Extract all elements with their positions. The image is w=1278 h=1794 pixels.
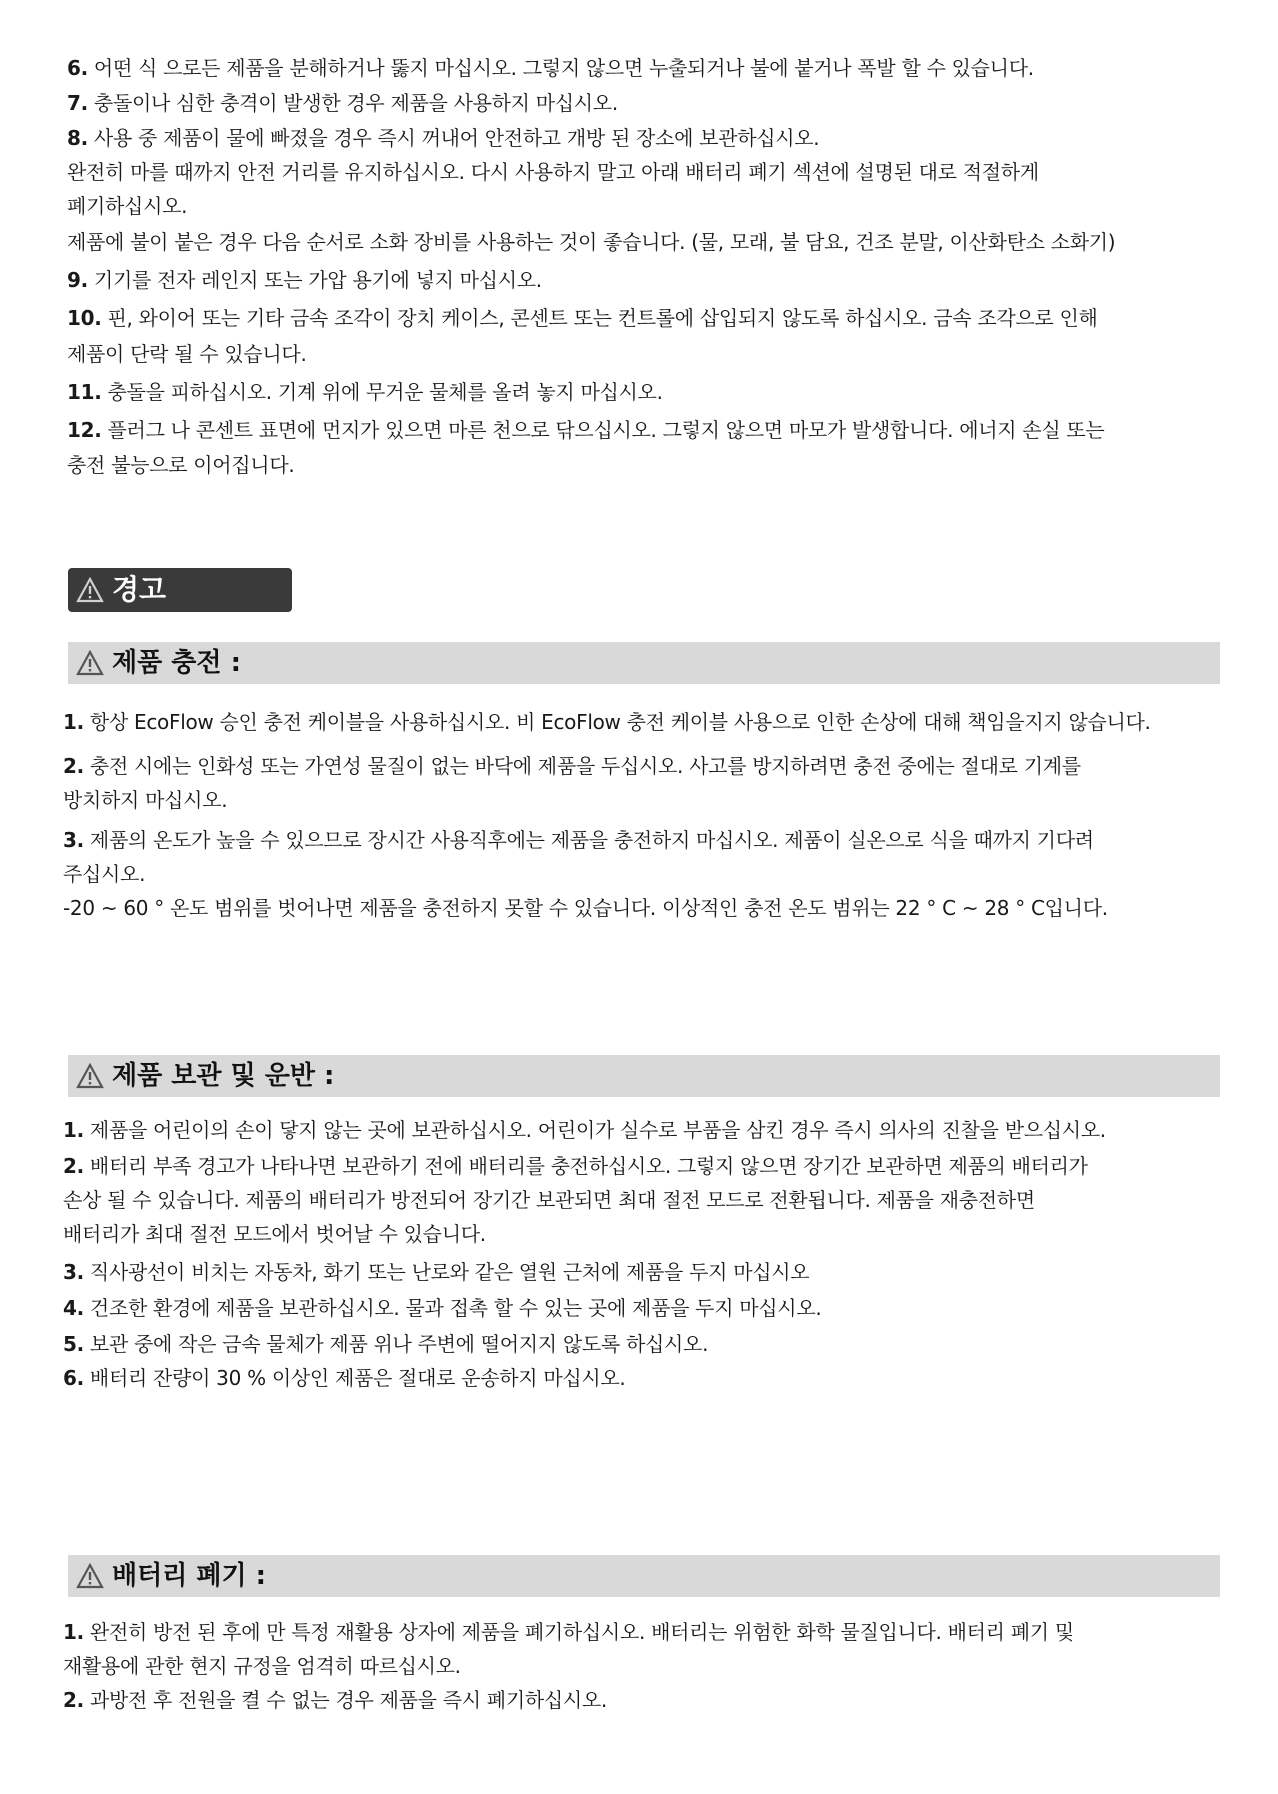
list-item-continuation: 제품이 단락 될 수 있습니다. bbox=[67, 342, 307, 366]
list-item: 2. 과방전 후 전원을 켤 수 없는 경우 제품을 즉시 폐기하십시오. bbox=[63, 1688, 607, 1712]
warning-icon bbox=[76, 1563, 104, 1589]
warning-label: 경고 bbox=[112, 573, 167, 606]
list-item: 1. 제품을 어린이의 손이 닿지 않는 곳에 보관하십시오. 어린이가 실수로 부품을 삼킨 경우 즉시 의사의 진찰을 받으십시오. bbox=[63, 1118, 1106, 1142]
list-item-continuation: -20 ~ 60 ° 온도 범위를 벗어나면 제품을 충전하지 못할 수 있습니다. 이상적인 충전 온도 범위는 22 ° C ~ 28 ° C입니다. bbox=[63, 896, 1108, 920]
list-item: 5. 보관 중에 작은 금속 물체가 제품 위나 주변에 떨어지지 않도록 하십시오. bbox=[63, 1332, 709, 1356]
list-item: 3. 직사광선이 비치는 자동차, 화기 또는 난로와 같은 열원 근처에 제품을 두지 마십시오 bbox=[63, 1260, 810, 1284]
list-item: 1. 완전히 방전 된 후에 만 특정 재활용 상자에 제품을 폐기하십시오. 배터리는 위험한 화학 물질입니다. 배터리 폐기 및 bbox=[63, 1620, 1074, 1644]
list-item: 7. 충돌이나 심한 충격이 발생한 경우 제품을 사용하지 마십시오. bbox=[67, 91, 618, 115]
list-item: 1. 항상 EcoFlow 승인 충전 케이블을 사용하십시오. 비 EcoFlow 충전 케이블 사용으로 인한 손상에 대해 책임을지지 않습니다. bbox=[63, 710, 1151, 734]
warning-icon bbox=[76, 1063, 104, 1089]
section-title: 제품 충전 : bbox=[112, 648, 241, 678]
warning-heading bbox=[68, 568, 292, 612]
list-item: 4. 건조한 환경에 제품을 보관하십시오. 물과 접촉 할 수 있는 곳에 제품을 두지 마십시오. bbox=[63, 1296, 822, 1320]
list-item-continuation: 충전 불능으로 이어집니다. bbox=[67, 453, 295, 477]
list-item: 2. 배터리 부족 경고가 나타나면 보관하기 전에 배터리를 충전하십시오. 그렇지 않으면 장기간 보관하면 제품의 배터리가 bbox=[63, 1154, 1088, 1178]
list-item: 11. 충돌을 피하십시오. 기계 위에 무거운 물체를 올려 놓지 마십시오. bbox=[67, 380, 663, 404]
list-item: 6. 배터리 잔량이 30 % 이상인 제품은 절대로 운송하지 마십시오. bbox=[63, 1366, 626, 1390]
section-title: 제품 보관 및 운반 : bbox=[112, 1061, 335, 1091]
section-title: 배터리 폐기 : bbox=[112, 1561, 267, 1591]
list-item: 3. 제품의 온도가 높을 수 있으므로 장시간 사용직후에는 제품을 충전하지 마십시오. 제품이 실온으로 식을 때까지 기다려 bbox=[63, 828, 1094, 852]
warning-icon bbox=[76, 650, 104, 676]
list-item-continuation: 제품에 불이 붙은 경우 다음 순서로 소화 장비를 사용하는 것이 좋습니다. (물, 모래, 불 담요, 건조 분말, 이산화탄소 소화기) bbox=[67, 230, 1116, 254]
list-item-continuation: 재활용에 관한 현지 규정을 엄격히 따르십시오. bbox=[63, 1654, 461, 1678]
list-item: 12. 플러그 나 콘센트 표면에 먼지가 있으면 마른 천으로 닦으십시오. 그렇지 않으면 마모가 발생합니다. 에너지 손실 또는 bbox=[67, 418, 1105, 442]
list-item: 9. 기기를 전자 레인지 또는 가압 용기에 넣지 마십시오. bbox=[67, 268, 542, 292]
list-item-continuation: 배터리가 최대 절전 모드에서 벗어날 수 있습니다. bbox=[63, 1222, 486, 1246]
list-item-continuation: 방치하지 마십시오. bbox=[63, 788, 228, 812]
section-header-storage bbox=[68, 1055, 1220, 1097]
section-header-charging bbox=[68, 642, 1220, 684]
list-item-continuation: 폐기하십시오. bbox=[67, 194, 188, 218]
section-header-disposal bbox=[68, 1555, 1220, 1597]
warning-icon bbox=[76, 576, 104, 604]
list-item: 10. 핀, 와이어 또는 기타 금속 조각이 장치 케이스, 콘센트 또는 컨트롤에 삽입되지 않도록 하십시오. 금속 조각으로 인해 bbox=[67, 306, 1098, 330]
list-item-continuation: 주십시오. bbox=[63, 862, 146, 886]
list-item: 6. 어떤 식 으로든 제품을 분해하거나 뚫지 마십시오. 그렇지 않으면 누출되거나 불에 붙거나 폭발 할 수 있습니다. bbox=[67, 56, 1034, 80]
list-item-continuation: 완전히 마를 때까지 안전 거리를 유지하십시오. 다시 사용하지 말고 아래 배터리 폐기 섹션에 설명된 대로 적절하게 bbox=[67, 160, 1039, 184]
list-item: 8. 사용 중 제품이 물에 빠졌을 경우 즉시 꺼내어 안전하고 개방 된 장소에 보관하십시오. bbox=[67, 126, 820, 150]
list-item-continuation: 손상 될 수 있습니다. 제품의 배터리가 방전되어 장기간 보관되면 최대 절전 모드로 전환됩니다. 제품을 재충전하면 bbox=[63, 1188, 1035, 1212]
list-item: 2. 충전 시에는 인화성 또는 가연성 물질이 없는 바닥에 제품을 두십시오. 사고를 방지하려면 충전 중에는 절대로 기계를 bbox=[63, 754, 1081, 778]
